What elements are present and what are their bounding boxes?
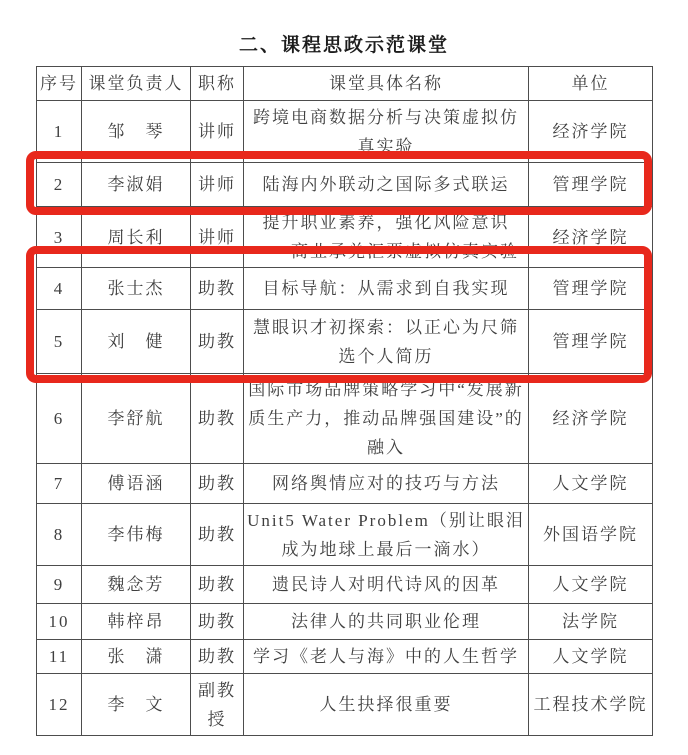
cell-unit: 外国语学院 xyxy=(529,504,653,566)
cell-unit: 经济学院 xyxy=(529,101,653,163)
cell-leader: 邹 琴 xyxy=(82,101,191,163)
cell-course: 跨境电商数据分析与决策虚拟仿真实验 xyxy=(244,101,529,163)
table-row xyxy=(37,566,653,604)
cell-leader: 张 潇 xyxy=(82,640,191,674)
cell-unit: 管理学院 xyxy=(529,163,653,207)
cell-course: 陆海内外联动之国际多式联运 xyxy=(244,163,529,207)
cell-no: 1 xyxy=(37,101,82,163)
cell-course: 人生抉择很重要 xyxy=(244,674,529,736)
cell-rank: 助教 xyxy=(191,268,244,310)
cell-course: 提升职业素养，强化风险意识——商业承兑汇票虚拟仿真实验 xyxy=(244,207,529,268)
cell-rank: 讲师 xyxy=(191,207,244,268)
header-no: 序号 xyxy=(37,67,82,101)
header-course: 课堂具体名称 xyxy=(244,67,529,101)
header-leader: 课堂负责人 xyxy=(82,67,191,101)
cell-unit: 人文学院 xyxy=(529,640,653,674)
cell-unit: 人文学院 xyxy=(529,566,653,604)
cell-course: 法律人的共同职业伦理 xyxy=(244,604,529,640)
cell-unit: 人文学院 xyxy=(529,464,653,504)
cell-no: 4 xyxy=(37,268,82,310)
red-highlight-box-row-2 xyxy=(26,151,652,215)
cell-unit: 经济学院 xyxy=(529,207,653,268)
cell-unit: 经济学院 xyxy=(529,374,653,464)
cell-course: 目标导航：从需求到自我实现 xyxy=(244,268,529,310)
cell-rank: 助教 xyxy=(191,504,244,566)
cell-no: 10 xyxy=(37,604,82,640)
cell-rank: 助教 xyxy=(191,640,244,674)
cell-course: 遗民诗人对明代诗风的因革 xyxy=(244,566,529,604)
page-title: 二、课程思政示范课堂 xyxy=(238,35,449,56)
cell-course: 学习《老人与海》中的人生哲学 xyxy=(244,640,529,674)
table-header-row xyxy=(37,67,653,101)
cell-leader: 韩梓昂 xyxy=(82,604,191,640)
cell-course: Unit5 Water Problem（别让眼泪成为地球上最后一滴水） xyxy=(244,504,529,566)
cell-unit: 管理学院 xyxy=(529,310,653,374)
header-unit: 单位 xyxy=(529,67,653,101)
table-row xyxy=(37,604,653,640)
cell-leader: 李伟梅 xyxy=(82,504,191,566)
cell-rank: 助教 xyxy=(191,374,244,464)
cell-no: 8 xyxy=(37,504,82,566)
cell-rank: 助教 xyxy=(191,604,244,640)
cell-course: 网络舆情应对的技巧与方法 xyxy=(244,464,529,504)
cell-course: 慧眼识才初探索：以正心为尺筛选个人简历 xyxy=(244,310,529,374)
table-row xyxy=(37,504,653,566)
cell-leader: 张士杰 xyxy=(82,268,191,310)
cell-leader: 魏念芳 xyxy=(82,566,191,604)
cell-no: 11 xyxy=(37,640,82,674)
cell-leader: 周长利 xyxy=(82,207,191,268)
cell-leader: 傅语涵 xyxy=(82,464,191,504)
cell-no: 12 xyxy=(37,674,82,736)
cell-rank: 讲师 xyxy=(191,163,244,207)
table-row xyxy=(37,674,653,736)
cell-rank: 助教 xyxy=(191,310,244,374)
cell-no: 3 xyxy=(37,207,82,268)
table-row xyxy=(37,640,653,674)
cell-unit: 法学院 xyxy=(529,604,653,640)
cell-no: 5 xyxy=(37,310,82,374)
cell-rank: 副教授 xyxy=(191,674,244,736)
cell-no: 6 xyxy=(37,374,82,464)
red-highlight-box-rows-4-5 xyxy=(26,246,652,383)
cell-leader: 刘 健 xyxy=(82,310,191,374)
cell-leader: 李 文 xyxy=(82,674,191,736)
cell-unit: 管理学院 xyxy=(529,268,653,310)
cell-rank: 助教 xyxy=(191,566,244,604)
cell-no: 9 xyxy=(37,566,82,604)
cell-rank: 助教 xyxy=(191,464,244,504)
cell-course: 国际市场品牌策略学习中“发展新质生产力，推动品牌强国建设”的融入 xyxy=(244,374,529,464)
cell-no: 2 xyxy=(37,163,82,207)
header-rank: 职称 xyxy=(191,67,244,101)
cell-leader: 李淑娟 xyxy=(82,163,191,207)
table-row xyxy=(37,374,653,464)
cell-leader: 李舒航 xyxy=(82,374,191,464)
cell-rank: 讲师 xyxy=(191,101,244,163)
cell-no: 7 xyxy=(37,464,82,504)
cell-unit: 工程技术学院 xyxy=(529,674,653,736)
table-row xyxy=(37,464,653,504)
